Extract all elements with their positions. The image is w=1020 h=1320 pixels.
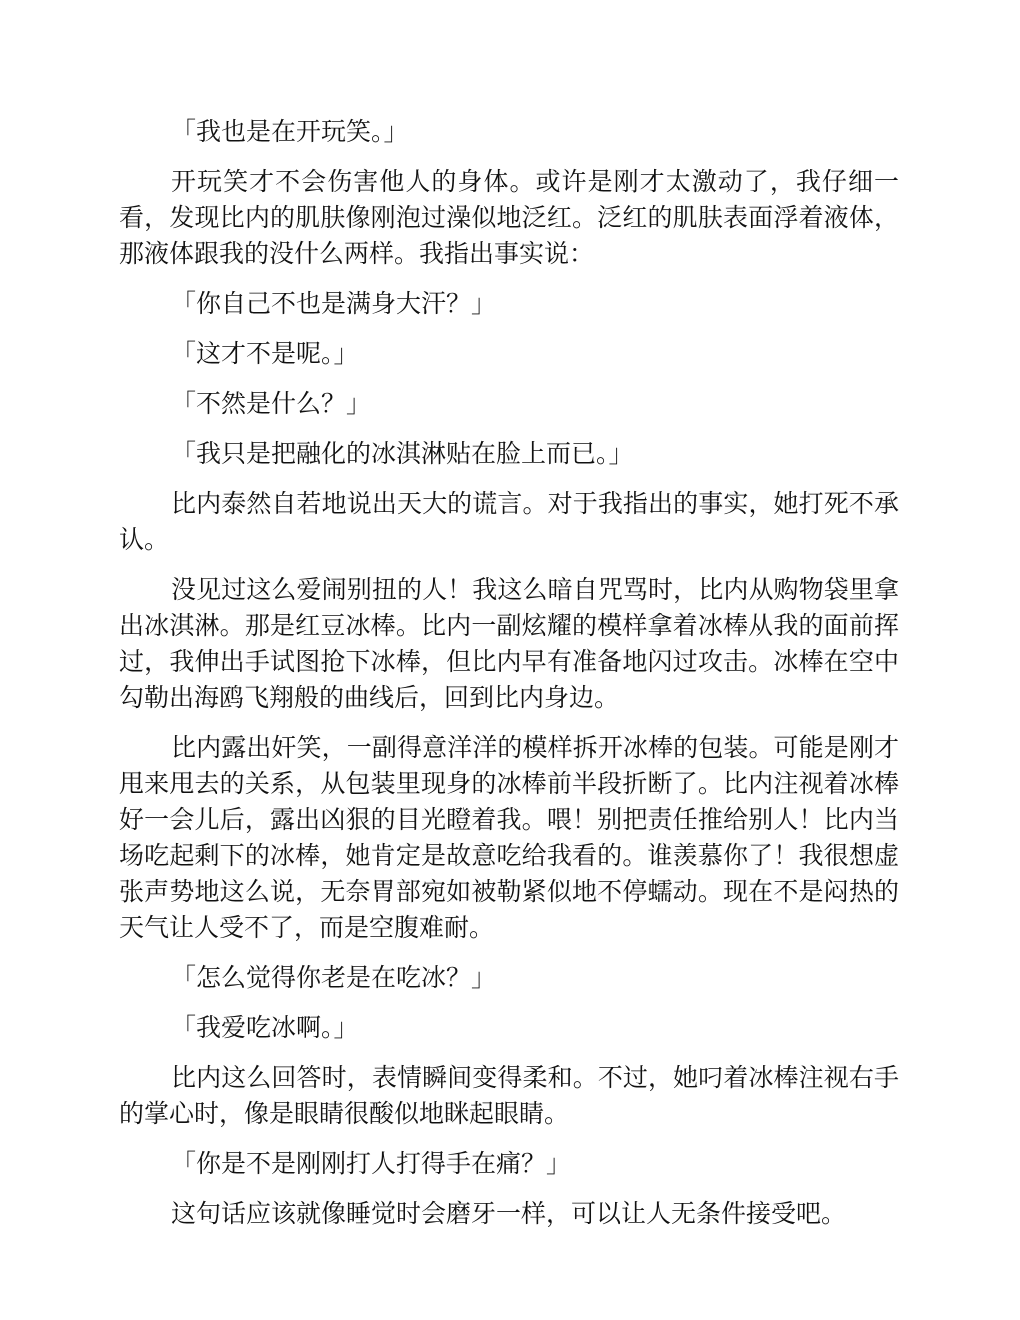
- dialogue-paragraph: 「你是不是刚刚打人打得手在痛？」: [171, 1149, 572, 1178]
- narration-paragraph: 比内泰然自若地说出天大的谎言。对于我指出的事实，她打死不承认。: [119, 489, 899, 554]
- narration-paragraph: 开玩笑才不会伤害他人的身体。或许是刚才太激动了，我仔细一看，发现比内的肌肤像刚泡过澡似地泛红。泛红的肌肤表面浮着液体，那液体跟我的没什么两样。我指出事实说：: [119, 167, 899, 268]
- dialogue-paragraph: 「我爱吃冰啊。」: [171, 1013, 359, 1042]
- narration-paragraph: 比内这么回答时，表情瞬间变得柔和。不过，她叼着冰棒注视右手的掌心时，像是眼睛很酸似地眯起眼睛。: [119, 1063, 899, 1128]
- narration-paragraph: 这句话应该就像睡觉时会磨牙一样，可以让人无条件接受吧。: [171, 1199, 847, 1228]
- dialogue-paragraph: 「我只是把融化的冰淇淋贴在脸上而已。」: [171, 439, 634, 468]
- dialogue-paragraph: 「这才不是呢。」: [171, 339, 359, 368]
- document-page: [119, 114, 899, 1246]
- dialogue-paragraph: 「你自己不也是满身大汗？」: [171, 289, 497, 318]
- dialogue-paragraph: 「不然是什么？」: [171, 389, 372, 418]
- dialogue-paragraph: 「怎么觉得你老是在吃冰？」: [171, 963, 497, 992]
- narration-paragraph: 没见过这么爱闹别扭的人！我这么暗自咒骂时，比内从购物袋里拿出冰淇淋。那是红豆冰棒。比内一副炫耀的模样拿着冰棒从我的面前挥过，我伸出手试图抢下冰棒，但比内早有准备地闪过攻击。冰棒在空中勾勒出海鸥飞翔般的曲线后，回到比内身边。: [119, 575, 899, 712]
- narration-paragraph: 比内露出奸笑，一副得意洋洋的模样拆开冰棒的包装。可能是刚才甩来甩去的关系，从包装里现身的冰棒前半段折断了。比内注视着冰棒好一会儿后，露出凶狠的目光瞪着我。喂！别把责任推给别人！比内当场吃起剩下的冰棒，她肯定是故意吃给我看的。谁羡慕你了！我很想虚张声势地这么说，无奈胃部宛如被勒紧似地不停蠕动。现在不是闷热的天气让人受不了，而是空腹难耐。: [119, 733, 899, 942]
- dialogue-paragraph: 「我也是在开玩笑。」: [171, 117, 409, 146]
